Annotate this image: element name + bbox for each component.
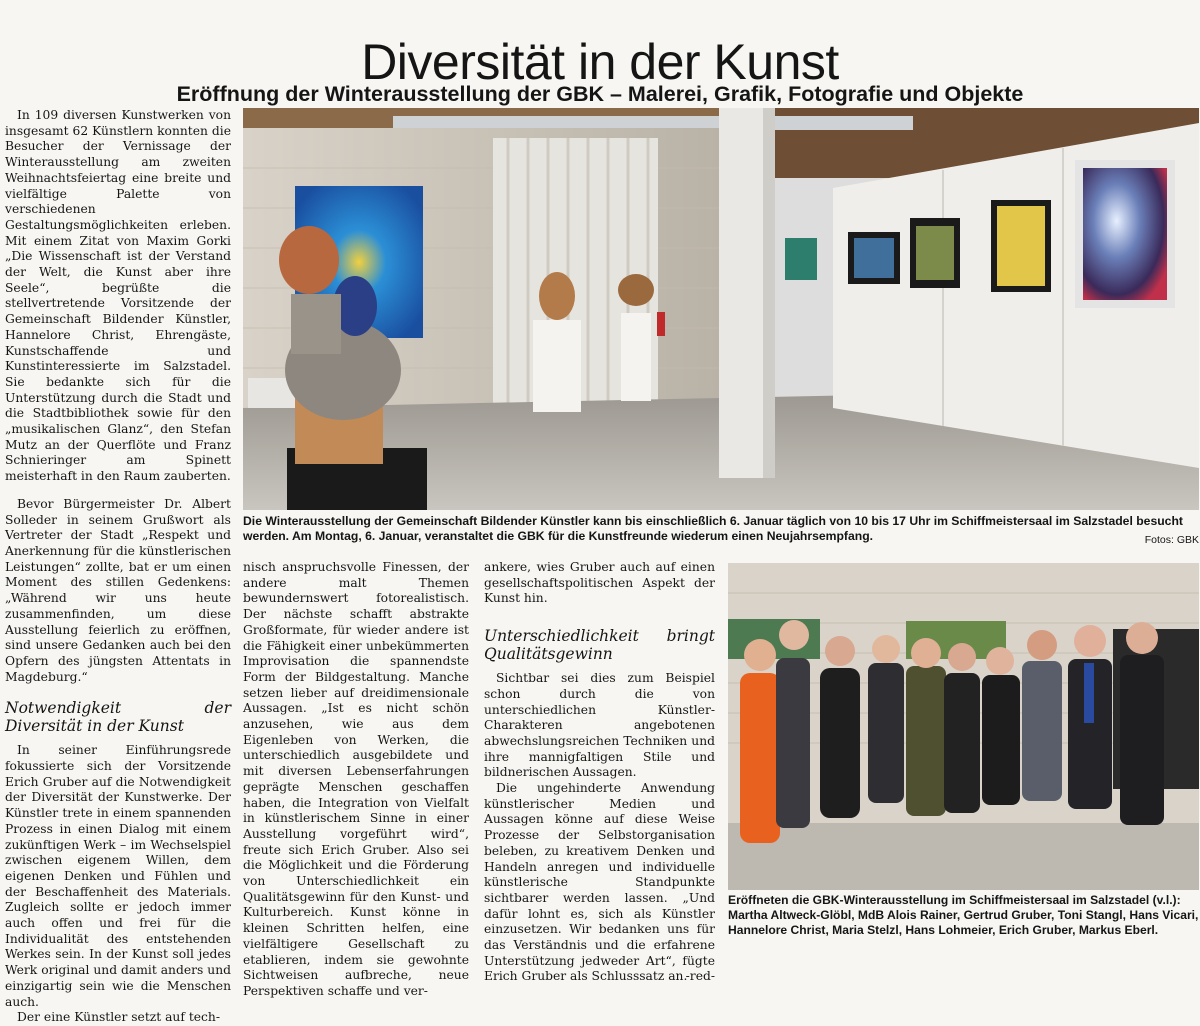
photo-caption-1	[243, 514, 1199, 544]
paragraph: In seiner Einführungsrede fokussierte sich der Vorsitzende Erich Gruber auf die Notwendigkeit der Diversität der Kunstwerke. Der Künstler trete in einem spannenden Prozess in einen Dialog mit einem zukünftigen Werk – im Wechselspiel zwischen eigenem Willen, dem eigenen Denken und Fühlen und der Beschaffenheit des Materials. Zugleich sollte er jedoch immer auch offen und frei für die Individualität des entstehenden Werkes sein. In der Kunst soll jedes Werk original und damit anders und einzigartig sein wie die Menschen auch.	[5, 743, 231, 1009]
headline: Diversität in der Kunst	[361, 33, 839, 90]
author-signoff: -red-	[685, 969, 715, 984]
article-column-2	[243, 560, 469, 1000]
photo-caption-2: Eröffneten die GBK-Winterausstellung im Schiffmeistersaal im Salzstadel (v.l.): Martha Altweck-Glöbl, MdB Alois Rainer, Gertrud Gruber, Toni Stangl, Hans Vicari, Hannelore Christ, Maria Stelzl, Hans Lohmeier, Erich Gruber, Markus Eberl.	[728, 893, 1199, 937]
paragraph: ankere, wies Gruber auch auf einen gesellschaftspolitischen Aspekt der Kunst hin.	[484, 560, 715, 606]
paragraph: In 109 diversen Kunstwerken von insgesamt 62 Künstlern konnten die Besucher der Vernissage der Winterausstellung am zweiten Weihnachtsfeiertag eine breite und vielfältige Palette von verschiedenen Gestaltungsmöglichkeiten erleben. Mit einem Zitat von Maxim Gorki „Die Wissenschaft ist der Verstand der Welt, die Kunst aber ihre Seele“, begrüßte die stellvertretende Vorsitzende der Gemeinschaft Bildender Künstler, Hannelore Christ, Ehrengäste, Kunstschaffende und Kunstinteressierte im Salzstadel. Sie bedankte sich für die Unterstützung durch die Stadt und die Stadtbibliothek sowie für den „musikalischen Glanz“, den Stefan Mutz an der Querflöte und Franz Schnieringer am Spinett meisterhaft in den Raum zauberten.	[5, 108, 231, 484]
section-heading: Notwendigkeit der Diversität in der Kunst	[5, 699, 231, 736]
paragraph: Bevor Bürgermeister Dr. Albert Solleder in seinem Grußwort als Vertreter der Stadt „Respekt und Anerkennung für die künstlerischen Leistungen“ zollte, bat er um einen Moment des stillen Gedenkens: „Während wir uns heute zusammenfinden, um diese Ausstellung feierlich zu eröffnen, sind unsere Gedanken auch bei den Opfern des jüngsten Attentats in Magdeburg.“	[5, 496, 231, 684]
exhibition-photo	[243, 108, 1199, 510]
article-column-3	[484, 560, 715, 985]
caption-text: Die Winterausstellung der Gemeinschaft Bildender Künstler kann bis einschließlich 6. Januar täglich von 10 bis 17 Uhr im Schiffmeistersaal im Salzstadel besucht werden. Am Montag, 6. Januar, veranstaltet die GBK für die Kunstfreunde wiederum einen Neujahrsempfang.	[243, 514, 1183, 543]
article-column-1	[5, 108, 231, 1026]
photo-credit: Fotos: GBK	[1144, 534, 1199, 546]
paragraph: Sichtbar sei dies zum Beispiel schon durch die von unterschiedlichen Künstler-Charakteren angebotenen abwechslungsreichen Techniken und ihre mannigfaltigen Stile und bildnerischen Aussagen.	[484, 671, 715, 780]
section-heading: Unterschiedlichkeit bringt Qualitätsgewinn	[484, 627, 715, 664]
group-photo	[728, 563, 1199, 890]
subheadline: Eröffnung der Winterausstellung der GBK – Malerei, Grafik, Fotografie und Objekte	[176, 81, 1024, 106]
paragraph: Der eine Künstler setzt auf tech-	[17, 1010, 220, 1025]
paragraph: Die ungehinderte Anwendung künstlerischer Medien und Aussagen könne auf diese Weise Prozesse der Selbstorganisation beleben, zu kreativem Denken und Handeln anregen und individuelle künstlerische Standpunkte sichtbarer werden lassen. „Und dafür lohnt es, sich als Künstler einzusetzen. Wir bedanken uns für das Verständnis und die erfahrene Unterstützung jedweder Art“, fügte Erich Gruber als Schlusssatz an.	[484, 781, 715, 984]
paragraph: nisch anspruchsvolle Finessen, der andere malt Themen bewundernswert fotorealistisch. Der nächste schafft abstrakte Großformate, für wieder andere ist die Fähigkeit einer unbekümmerten Improvisation die spannendste Form der Bildgestaltung. Manche setzen lieber auf dreidimensionale Aussagen. „Ist es nicht schön anzusehen, wie aus dem Eigenleben von Werken, die unterschiedlich ausgebildete und mit diversen Lebenserfahrungen geprägte Menschen geschaffen haben, die Integration von Vielfalt in künstlerischem Sinne in einer Ausstellung vorgeführt wird“, freute sich Erich Gruber. Also sei die Möglichkeit und die Förderung von Unterschiedlichkeit ein Qualitätsgewinn für den Kunst- und Kulturbereich. Kunst könne in kleinen Schritten helfen, eine vielfältigere Gesellschaft zu etablieren, indem sie gewohnte Sichtweisen aufbreche, neue Perspektiven schaffe und ver-	[243, 560, 469, 998]
